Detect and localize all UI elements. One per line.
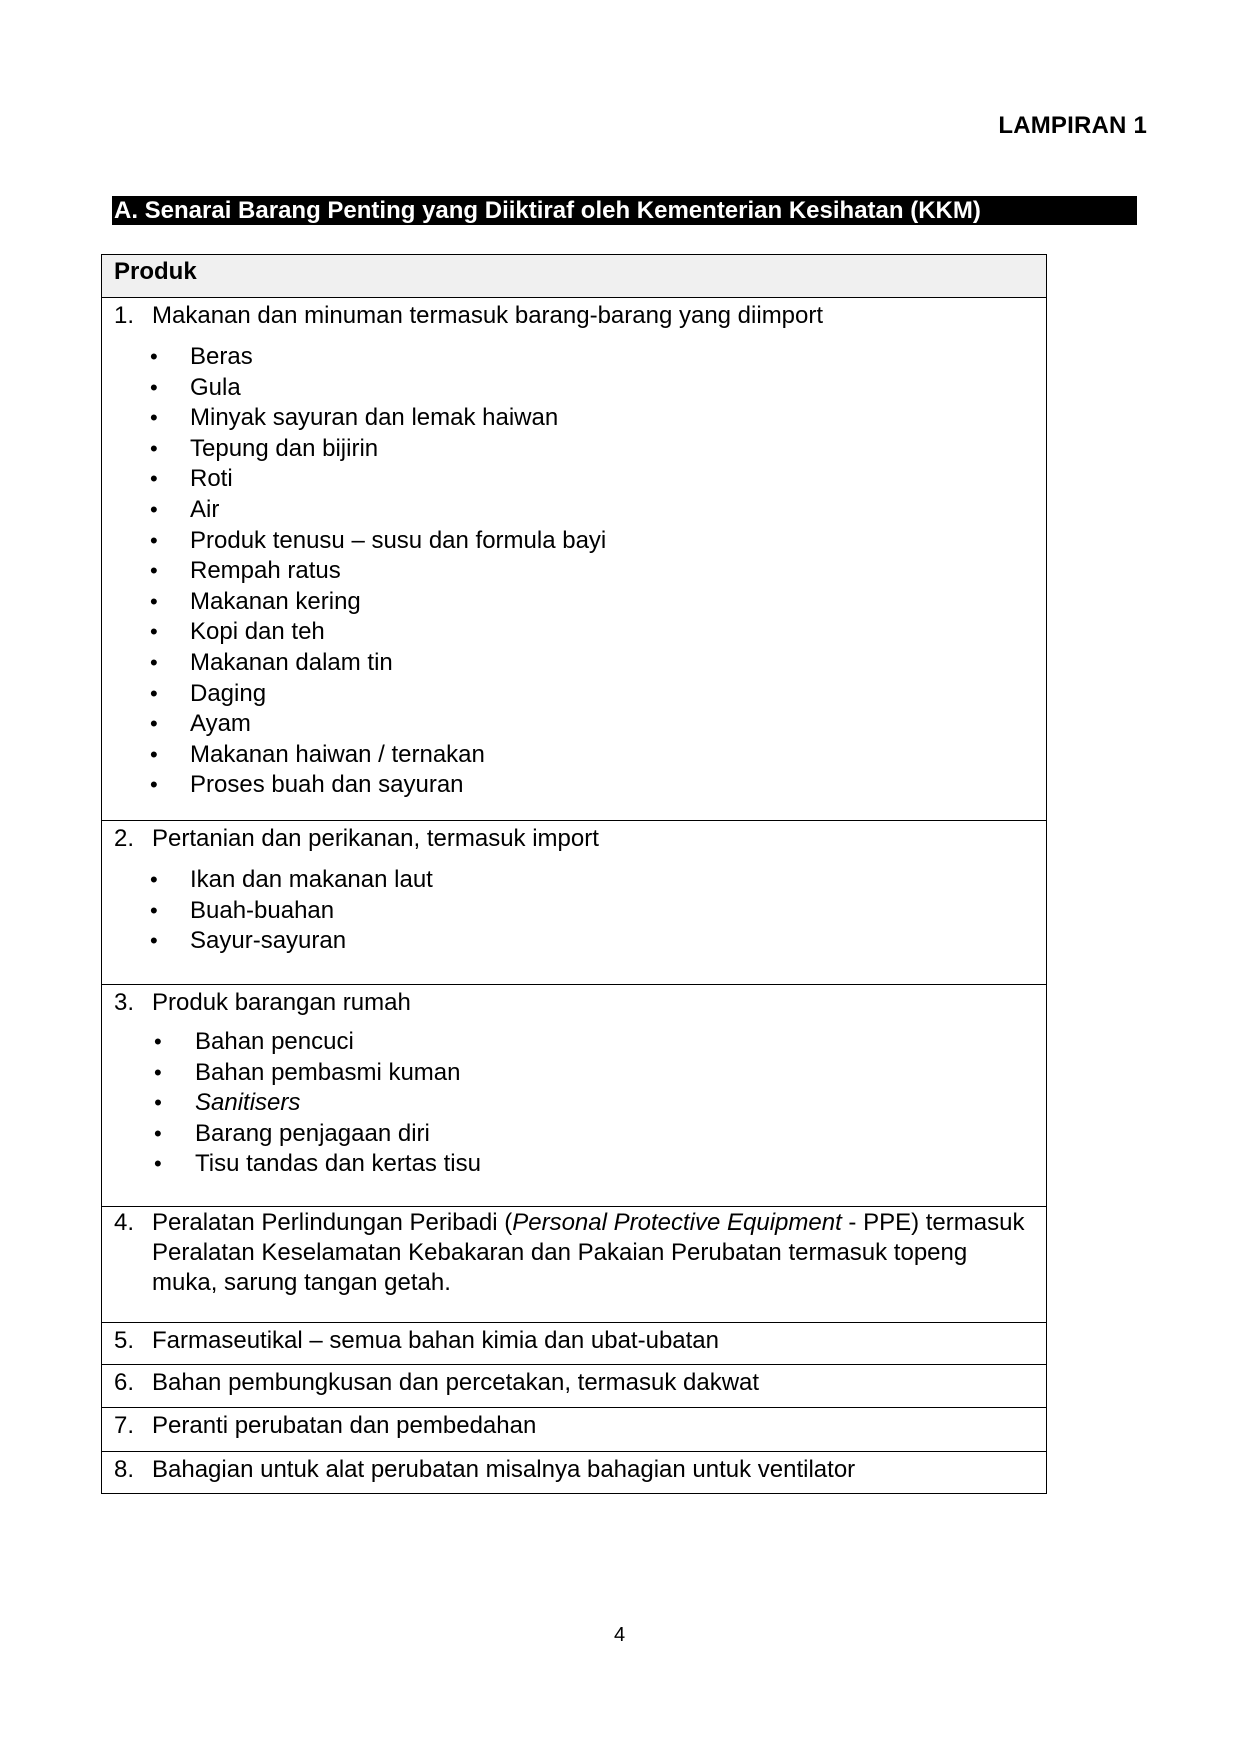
list-item: • Roti <box>102 464 1046 495</box>
list-item: • Buah-buahan <box>102 896 1046 927</box>
list-item: • Air <box>102 495 1046 526</box>
list-item: • Makanan kering <box>102 587 1046 618</box>
row-text: Pertanian dan perikanan, termasuk import <box>152 825 599 852</box>
table-row <box>102 1407 1046 1451</box>
section-title: A. Senarai Barang Penting yang Diiktiraf oleh Kementerian Kesihatan (KKM) <box>112 196 1137 225</box>
table-header: Produk <box>102 255 1046 297</box>
list-item: • Produk tenusu – susu dan formula bayi <box>102 526 1046 557</box>
row-number: 3. <box>114 989 135 1016</box>
row-number: 6. <box>114 1369 135 1396</box>
list-item: • Minyak sayuran dan lemak haiwan <box>102 403 1046 434</box>
row-number: 5. <box>114 1327 135 1354</box>
list-item: • Bahan pencuci <box>102 1027 1046 1058</box>
list-item: • Makanan dalam tin <box>102 648 1046 679</box>
list-item: • Tepung dan bijirin <box>102 434 1046 465</box>
list-item: • Kopi dan teh <box>102 617 1046 648</box>
list-item: • Barang penjagaan diri <box>102 1119 1046 1150</box>
sub-item-list <box>102 865 1046 957</box>
row-number: 1. <box>114 302 135 329</box>
list-item: • Bahan pembasmi kuman <box>102 1058 1046 1089</box>
row-text: Farmaseutikal – semua bahan kimia dan ubat-ubatan <box>152 1327 719 1354</box>
list-item: • Ayam <box>102 709 1046 740</box>
sub-item-list <box>102 1027 1046 1180</box>
row-number: 8. <box>114 1456 135 1483</box>
list-item: • Beras <box>102 342 1046 373</box>
table-row <box>102 820 1046 984</box>
row-text: Peranti perubatan dan pembedahan <box>152 1412 537 1439</box>
list-item: • Tisu tandas dan kertas tisu <box>102 1149 1046 1180</box>
list-item: • Ikan dan makanan laut <box>102 865 1046 896</box>
table-row <box>102 1364 1046 1407</box>
list-item: • Daging <box>102 679 1046 710</box>
row-text: Bahagian untuk alat perubatan misalnya bahagian untuk ventilator <box>152 1456 856 1483</box>
table-row <box>102 1206 1046 1322</box>
list-item: • Gula <box>102 373 1046 404</box>
list-item: • Makanan haiwan / ternakan <box>102 740 1046 771</box>
row-number: 4. <box>114 1209 135 1236</box>
row-number: 2. <box>114 825 135 852</box>
list-item: • Sanitisers <box>102 1088 1046 1119</box>
row-text: Makanan dan minuman termasuk barang-barang yang diimport <box>152 302 824 329</box>
table-row <box>102 297 1046 820</box>
appendix-label: LAMPIRAN 1 <box>998 112 1147 139</box>
row-text: Produk barangan rumah <box>152 989 411 1016</box>
table-row <box>102 1451 1046 1493</box>
row-text: Bahan pembungkusan dan percetakan, termasuk dakwat <box>152 1369 760 1396</box>
sub-item-list <box>102 342 1046 801</box>
list-item: • Sayur-sayuran <box>102 926 1046 957</box>
row-number: 7. <box>114 1412 135 1439</box>
table-row <box>102 984 1046 1206</box>
page-number: 4 <box>614 1624 626 1646</box>
table-row <box>102 1322 1046 1364</box>
products-table <box>101 254 1047 1494</box>
list-item: • Proses buah dan sayuran <box>102 770 1046 801</box>
list-item: • Rempah ratus <box>102 556 1046 587</box>
row-text: Peralatan Perlindungan Peribadi (Personal Protective Equipment - PPE) termasuk Peralatan Keselamatan Kebakaran dan Pakaian Perubatan termasuk topeng muka, sarung tangan getah. <box>152 1209 1025 1296</box>
